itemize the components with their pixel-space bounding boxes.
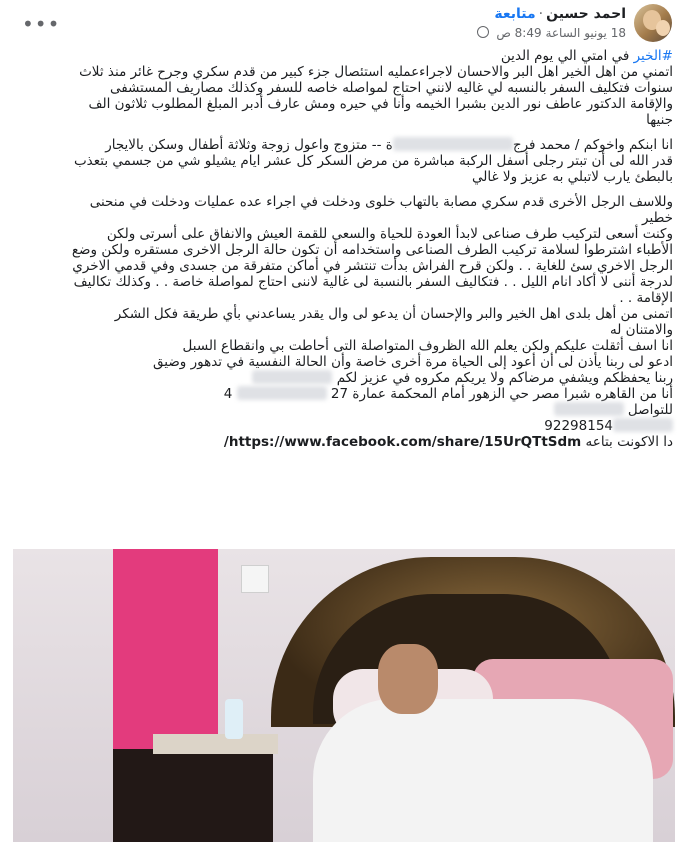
post-body <box>11 48 673 450</box>
post-line: للتواصل <box>11 402 673 418</box>
post-line: ادعو لى ربنا يأذن لى أن أعود إلى الحياة مرة أخرى خاصة وأن الحالة النفسية في تدهور وضيق <box>153 354 673 370</box>
post-line: دا الاكونت بتاعه https://www.facebook.com/share/15UrQTtSdm/ <box>223 434 673 450</box>
bottle <box>225 699 243 739</box>
post-line: وللاسف الرجل الأخرى قدم سكري مصابة بالتهاب خلوى ودخلت في اجراء عده عمليات ودخلت في منحنى <box>89 194 673 210</box>
post-header <box>32 4 672 44</box>
author-avatar[interactable] <box>634 4 672 42</box>
post-line: ربنا يحفظكم ويشفي مرضاكم ولا يريكم مكروه في عزيز لكم <box>11 370 673 386</box>
redacted-block <box>252 370 332 384</box>
author-line <box>494 6 626 22</box>
post-line: لدرجة أننى لا أكاد انام الليل . . فتكاليف السفر بالنسبة لى غالية لاننى احتاج لمواصلة خاصة . . وكذلك تكاليف <box>73 274 673 290</box>
author-name[interactable]: احمد حسين <box>546 6 626 22</box>
post-line: الأطباء اشترطوا لسلامة تركيب الطرف الصناعى واستخدامه أن تكون حالة الرجل الاخرى مستقره ولكن وضع <box>71 242 673 258</box>
post-line: أنا من القاهره شبرا مصر حي الزهور أمام المحكمة عمارة 27 4 <box>223 386 673 402</box>
post-line: اتمني من اهل الخير اهل البر والاحسان لاجراءعمليه استئصال جزء كبير من قدم سكري وجرح غائر منذ ثلاث <box>79 64 673 80</box>
post-line: وكنت أسعى لتركيب طرف صناعى لابدأ العودة للحياة والسعى للقمة العيش والانفاق على أسرتى ولكن <box>106 226 673 242</box>
post-line: #الخير في امتي الي يوم الدين <box>500 48 673 64</box>
redacted-block <box>393 137 513 151</box>
post-date[interactable]: 18 يونيو الساعة 8:49 ص <box>496 26 626 40</box>
phone-number: 92298154 <box>544 418 613 434</box>
hashtag-link[interactable]: #الخير <box>633 48 673 64</box>
wall-socket <box>241 565 269 593</box>
follow-link[interactable]: متابعة <box>494 6 536 22</box>
post-line: الرجل الاخري سئ للغاية . . ولكن قرح الفراش بدأت تنتشر في أماكن متفرقة من جسدى وفي قدمي الاخري <box>72 258 673 274</box>
man-figure <box>313 699 653 842</box>
profile-link[interactable]: https://www.facebook.com/share/15UrQTtSdm/ <box>223 434 582 450</box>
nightstand <box>113 749 273 842</box>
separator-dot: · <box>538 6 544 22</box>
post-meta <box>477 26 626 40</box>
post-line: والإقامة الدكتور عاطف نور الدين بشبرا الخيمه وأنا في حيره ومش عارف أدبر المبلغ المطلوب ثلاثون الف <box>88 96 673 112</box>
redacted-block <box>237 386 327 400</box>
post-line: انا اسف أثقلت عليكم ولكن يعلم الله الظروف المتواصلة التى أحاطت بي وانقطاع السبل <box>182 338 673 354</box>
post-line: بالبطئ يارب لاتبلي به عزيز ولا غالي <box>472 169 673 185</box>
redacted-block <box>613 418 673 432</box>
more-options-icon[interactable]: ••• <box>22 12 61 36</box>
post-line: جنيها <box>646 112 673 128</box>
post-line: والامتنان له <box>609 322 673 338</box>
post-line: انا ابنكم واخوكم / محمد فرجة -- متزوج واعول زوجة وثلاثة أطفال وسكن بالايجار <box>105 137 673 153</box>
post-line: خطير <box>642 210 673 226</box>
post-line: اتمنى من أهل بلدى اهل الخير والبر والإحسان أن يدعو لى وال يقدر يساعدني بأي طريقة فكل الشكر <box>114 306 673 322</box>
post-line: الإقامة . . <box>619 290 673 306</box>
post-photo[interactable] <box>13 549 675 842</box>
post-line <box>11 418 673 434</box>
post-line: سنوات فتكليف السفر بالنسبه لي غاليه لانني احتاج لمواصله خاصه للسفر وكذلك مصاريف المستشفى <box>109 80 673 96</box>
redacted-block <box>554 402 624 416</box>
globe-icon <box>477 26 489 38</box>
post-line: قدر الله لى أن تبتر رجلى أسفل الركبة مباشرة من مرض السكر كل عشر ايام يشيلو شي من جسمي بتعذب <box>73 153 673 169</box>
